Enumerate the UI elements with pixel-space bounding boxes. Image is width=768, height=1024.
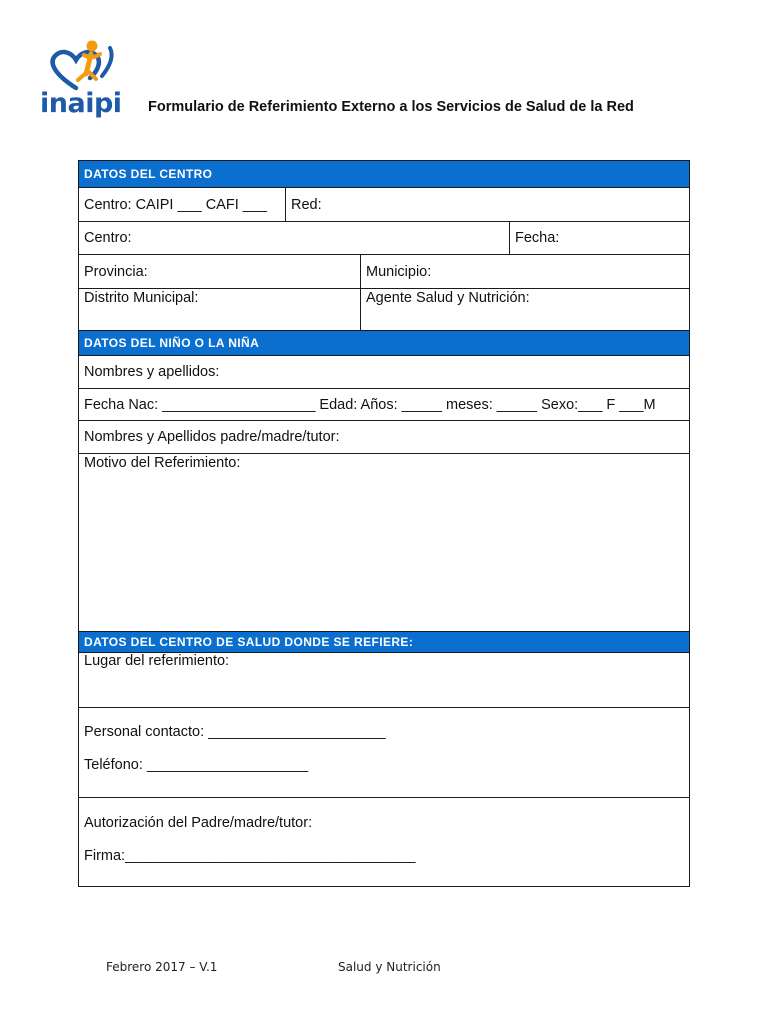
contacto-block — [79, 708, 689, 797]
row-contacto — [79, 708, 689, 798]
row-provincia-municipio — [79, 255, 689, 289]
logo-wordmark: inaipi — [40, 88, 122, 119]
telefono-field[interactable]: Teléfono: ____________________ — [84, 757, 309, 773]
provincia-field[interactable]: Provincia: — [84, 263, 148, 280]
inaipi-logo — [40, 38, 130, 124]
centro-tipo-field[interactable]: Centro: CAIPI ___ CAFI ___ — [84, 196, 267, 213]
footer-version: Febrero 2017 – V.1 — [106, 960, 218, 974]
distrito-field[interactable]: Distrito Municipal: — [84, 290, 199, 306]
autorizacion-field: Autorización del Padre/madre/tutor: — [84, 815, 313, 831]
row-tutor — [79, 421, 689, 454]
row-distrito-agente — [79, 289, 689, 331]
firma-field[interactable]: Firma:____________________________________ — [84, 848, 416, 864]
tutor-field[interactable]: Nombres y Apellidos padre/madre/tutor: — [84, 429, 340, 445]
section-heading-nino: DATOS DEL NIÑO O LA NIÑA — [79, 331, 689, 356]
municipio-field[interactable]: Municipio: — [360, 255, 689, 288]
referral-form — [78, 160, 690, 887]
lugar-field[interactable]: Lugar del referimiento: — [84, 653, 230, 669]
autorizacion-block — [79, 798, 689, 886]
row-fecha-nac — [79, 389, 689, 421]
footer-department: Salud y Nutrición — [338, 960, 441, 974]
row-lugar — [79, 653, 689, 708]
row-centro-fecha — [79, 222, 689, 255]
section-heading-centro: DATOS DEL CENTRO — [79, 161, 689, 188]
centro-field[interactable]: Centro: — [84, 230, 132, 246]
fecha-field[interactable]: Fecha: — [509, 222, 689, 254]
contacto-field[interactable]: Personal contacto: ______________________ — [84, 724, 386, 740]
fecha-nac-field[interactable]: Fecha Nac: ___________________ Edad: Años: _____ meses: _____ Sexo:___ F ___M — [84, 396, 656, 413]
row-autorizacion — [79, 798, 689, 886]
section-heading-salud: DATOS DEL CENTRO DE SALUD DONDE SE REFIERE: — [79, 632, 689, 653]
row-nombres — [79, 356, 689, 389]
row-centro-red — [79, 188, 689, 222]
document-title: Formulario de Referimiento Externo a los Servicios de Salud de la Red — [148, 99, 634, 115]
nombres-field[interactable]: Nombres y apellidos: — [84, 364, 220, 380]
motivo-field[interactable]: Motivo del Referimiento: — [84, 455, 241, 471]
red-field[interactable]: Red: — [285, 188, 689, 221]
agente-field[interactable]: Agente Salud y Nutrición: — [360, 289, 689, 330]
heart-child-icon — [40, 38, 130, 94]
row-motivo — [79, 454, 689, 632]
